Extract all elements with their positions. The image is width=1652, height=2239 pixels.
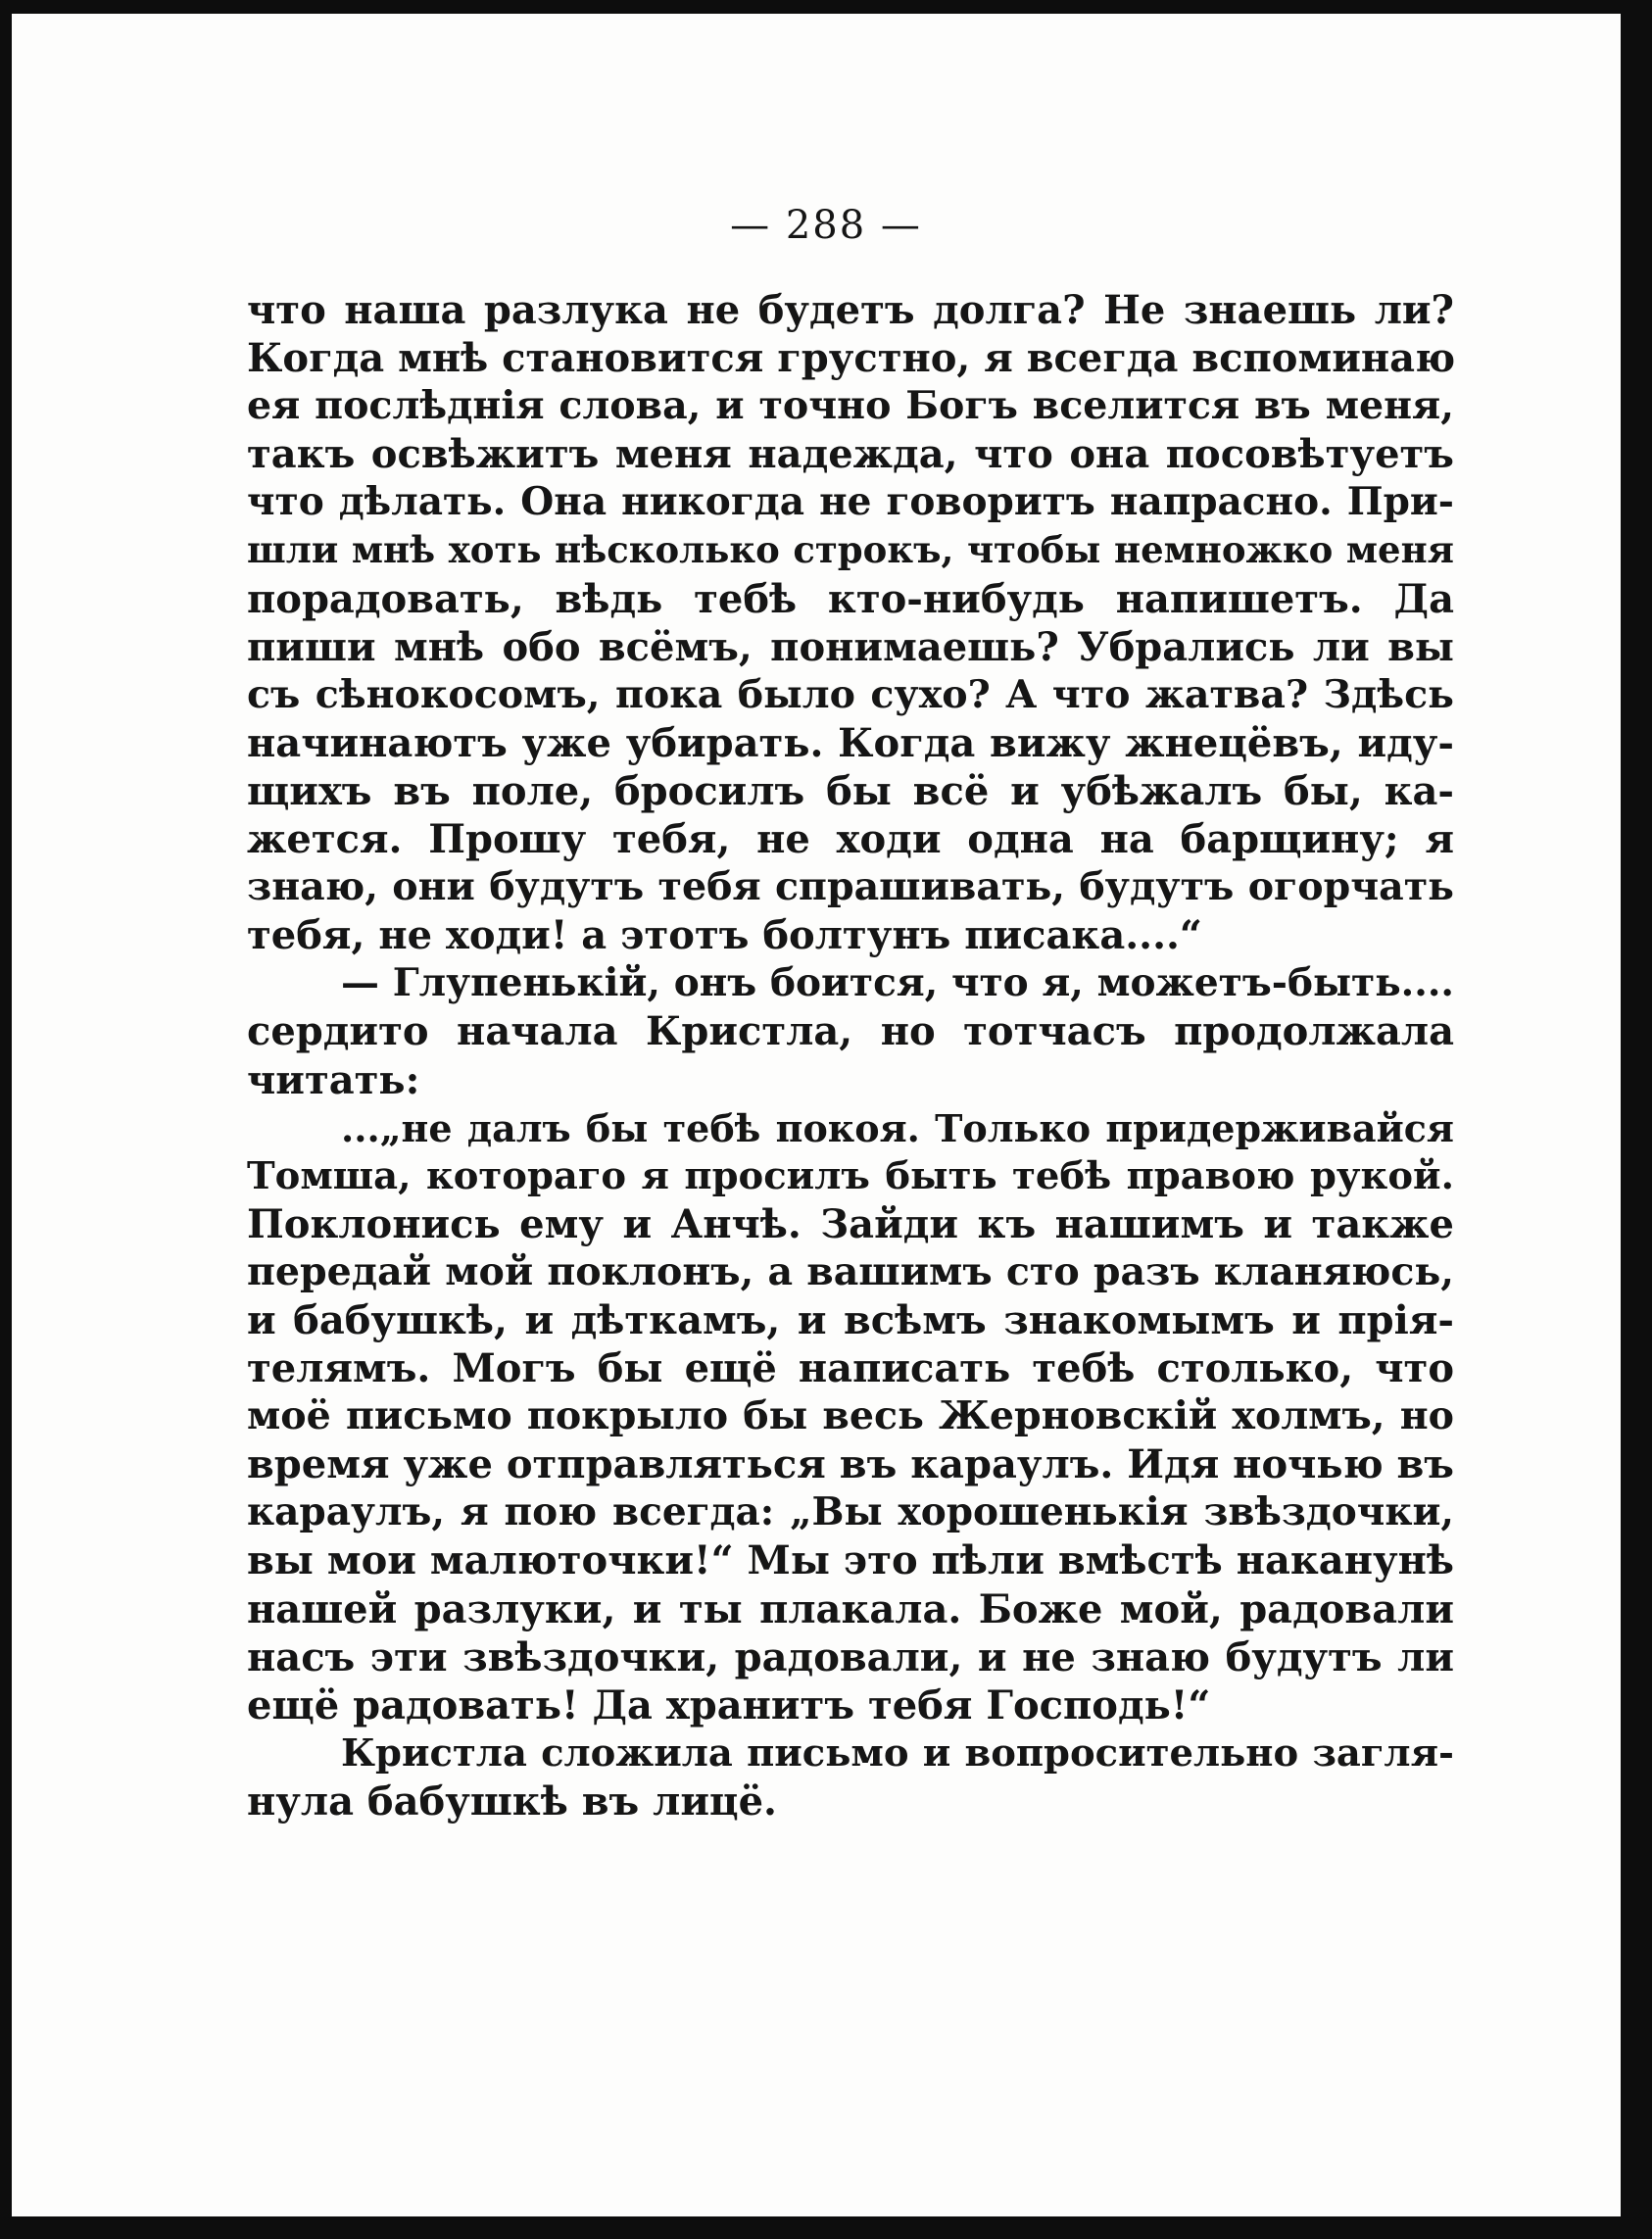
- text-line: знаю, они будутъ тебя спрашивать, будутъ огорчать: [247, 864, 1454, 910]
- scan-border-left: [0, 0, 12, 2239]
- text-line: моё письмо покрыло бы весь Жерновскій холмъ, но: [247, 1393, 1454, 1439]
- text-line: ея послѣднія слова, и точно Богъ вселится въ меня,: [247, 383, 1454, 429]
- text-line: такъ освѣжитъ меня надежда, что она посовѣтуетъ: [247, 431, 1454, 478]
- body-text: [247, 286, 1454, 1825]
- text-line: Когда мнѣ становится грустно, я всегда вспоминаю: [247, 335, 1456, 382]
- text-line: сердито начала Кристла, но тотчасъ продолжала: [247, 1008, 1454, 1055]
- scan-border-top: [0, 0, 1652, 14]
- text-line: съ сѣнокосомъ, пока было сухо? А что жатва? Здѣсь: [247, 671, 1454, 717]
- text-line: телямъ. Могъ бы ещё написать тебѣ столько, что: [247, 1345, 1454, 1392]
- text-line: жется. Прошу тебя, не ходи одна на барщину; я: [247, 816, 1454, 863]
- page-number: — 288 —: [730, 203, 922, 248]
- text-line: караулъ, я пою всегда: „Вы хорошенькія звѣздочки,: [247, 1489, 1454, 1535]
- text-line: щихъ въ поле, бросилъ бы всё и убѣжалъ бы, ка-: [247, 767, 1454, 814]
- paragraph-end-line: читать:: [247, 1056, 420, 1103]
- text-line: Поклонись ему и Анчѣ. Зайди къ нашимъ и также: [247, 1200, 1454, 1247]
- text-line: нашей разлуки, и ты плакала. Боже мой, радовали: [247, 1585, 1454, 1632]
- text-line: начинаютъ уже убирать. Когда вижу жнецёвъ, иду-: [247, 719, 1454, 766]
- scan-border-bottom: [0, 2216, 1652, 2239]
- text-line: пиши мнѣ обо всёмъ, понимаешь? Убрались ли вы: [247, 623, 1454, 670]
- text-line: время уже отправляться въ караулъ. Идя ночью въ: [247, 1441, 1454, 1488]
- paragraph-start-line: Кристла сложила письмо и вопросительно загля-: [341, 1730, 1454, 1776]
- text-line: Томша, котораго я просилъ быть тебѣ правою рукой.: [247, 1153, 1454, 1198]
- text-line: что дѣлать. Она никогда не говоритъ напрасно. При-: [247, 479, 1454, 525]
- paragraph-end-line: тебя, не ходи! а этотъ болтунъ писака....“: [247, 912, 1202, 959]
- text-line: насъ эти звѣздочки, радовали, и не знаю будутъ ли: [247, 1633, 1454, 1680]
- paragraph-end-line: ещё радовать! Да хранитъ тебя Господь!“: [247, 1681, 1211, 1728]
- paragraph-start-line: ...„не далъ бы тебѣ покоя. Только придерживайся: [341, 1105, 1454, 1150]
- text-line: и бабушкѣ, и дѣткамъ, и всѣмъ знакомымъ и прія-: [247, 1296, 1454, 1343]
- paragraph-end-line: нула бабушкѣ въ лицё.: [247, 1777, 777, 1825]
- scan-border-right: [1621, 0, 1652, 2239]
- text-line: передай мой поклонъ, а вашимъ сто разъ кланяюсь,: [247, 1248, 1454, 1294]
- text-line: порадовать, вѣдь тебѣ кто-нибудь напишетъ. Да: [247, 575, 1454, 622]
- paragraph-start-line: — Глупенькій, онъ боится, что я, можетъ-быть....: [341, 960, 1454, 1006]
- text-line: шли мнѣ хоть нѣсколько строкъ, чтобы немножко меня: [247, 528, 1454, 572]
- text-line: что наша разлука не будетъ долга? Не знаешь ли?: [247, 287, 1454, 333]
- text-line: вы мои малюточки!“ Мы это пѣли вмѣстѣ наканунѣ: [247, 1537, 1454, 1584]
